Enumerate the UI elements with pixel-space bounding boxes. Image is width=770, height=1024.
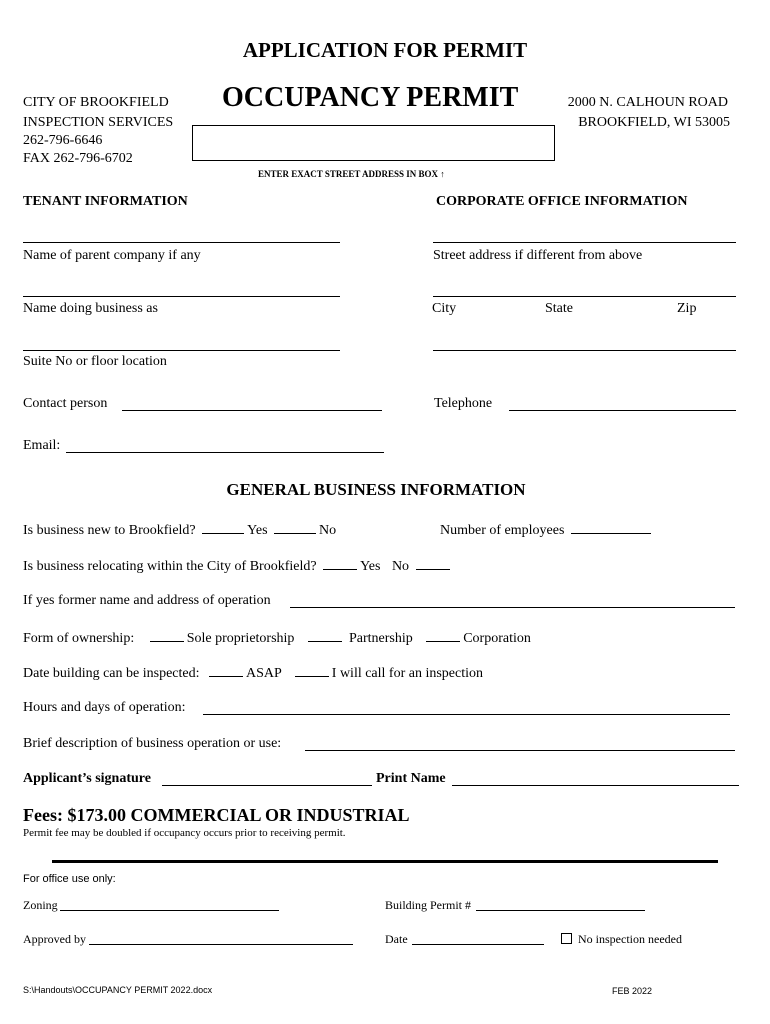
- approved-line[interactable]: [89, 944, 353, 945]
- corp-city-state-zip-line[interactable]: [433, 296, 736, 297]
- office-use-label: For office use only:: [23, 873, 116, 885]
- corp-zip-label: Zip: [677, 301, 697, 316]
- relocating-no-label: No: [391, 559, 410, 574]
- contact-person-label: Contact person: [23, 396, 108, 411]
- office-date-line[interactable]: [412, 944, 544, 945]
- fees-title: Fees: $173.00 COMMERCIAL OR INDUSTRIAL: [23, 805, 410, 825]
- sole-label: Sole proprietorship: [186, 631, 295, 646]
- call-blank[interactable]: [295, 664, 329, 677]
- general-heading: GENERAL BUSINESS INFORMATION: [226, 480, 526, 499]
- signature-line[interactable]: [162, 785, 372, 786]
- brief-description-line[interactable]: [305, 750, 735, 751]
- employees-row: [440, 521, 654, 539]
- building-permit-label: Building Permit #: [385, 898, 472, 912]
- city-name: CITY OF BROOKFIELD: [23, 95, 169, 110]
- hours-line[interactable]: [203, 714, 730, 715]
- department-name: INSPECTION SERVICES: [23, 115, 174, 130]
- revision-date: FEB 2022: [612, 986, 653, 996]
- corp-extra-line[interactable]: [433, 350, 736, 351]
- address-box-hint: ENTER EXACT STREET ADDRESS IN BOX ↑: [258, 169, 445, 179]
- email-label: Email:: [23, 438, 61, 453]
- contact-person-line[interactable]: [122, 410, 382, 411]
- former-line[interactable]: [290, 607, 735, 608]
- file-path: S:\Handouts\OCCUPANCY PERMIT 2022.docx: [23, 985, 213, 995]
- corporate-heading: CORPORATE OFFICE INFORMATION: [436, 194, 688, 209]
- employees-label: Number of employees: [440, 523, 565, 538]
- tenant-heading: TENANT INFORMATION: [23, 194, 188, 209]
- new-yes-label: Yes: [247, 523, 268, 538]
- parent-company-line[interactable]: [23, 242, 340, 243]
- form-subtitle: OCCUPANCY PERMIT: [222, 82, 519, 113]
- building-permit-line[interactable]: [476, 910, 645, 911]
- zoning-label: Zoning: [23, 898, 58, 912]
- street-address-box[interactable]: [192, 125, 555, 161]
- telephone-label: Telephone: [434, 396, 493, 411]
- phone-number: 262-796-6646: [23, 133, 103, 148]
- relocating-no-blank[interactable]: [416, 557, 450, 570]
- corp-street-line[interactable]: [433, 242, 736, 243]
- email-line[interactable]: [66, 452, 384, 453]
- relocating-question: Is business relocating within the City of Brookfield?: [23, 559, 317, 574]
- partnership-blank[interactable]: [308, 629, 342, 642]
- former-label: If yes former name and address of operation: [23, 593, 271, 608]
- asap-label: ASAP: [246, 666, 282, 681]
- relocating-yes-label: Yes: [360, 559, 381, 574]
- corp-state-label: State: [545, 301, 573, 316]
- relocating-yes-blank[interactable]: [323, 557, 357, 570]
- partnership-label: Partnership: [348, 631, 413, 646]
- street-address: 2000 N. CALHOUN ROAD: [567, 95, 728, 110]
- hours-label: Hours and days of operation:: [23, 700, 186, 715]
- approved-label: Approved by: [23, 932, 86, 946]
- city-state-zip: BROOKFIELD, WI 53005: [578, 115, 730, 130]
- office-divider: [52, 860, 718, 863]
- no-inspection-label: No inspection needed: [578, 932, 682, 946]
- suite-label: Suite No or floor location: [23, 354, 167, 369]
- ownership-row: [23, 629, 531, 647]
- fax-number: FAX 262-796-6702: [23, 151, 133, 166]
- inspection-label: Date building can be inspected:: [23, 666, 200, 681]
- sole-blank[interactable]: [150, 629, 184, 642]
- brief-description-label: Brief description of business operation or use:: [23, 736, 282, 751]
- new-business-question: Is business new to Brookfield?: [23, 523, 196, 538]
- signature-label: Applicant’s signature: [23, 771, 151, 786]
- relocating-row: [23, 557, 453, 575]
- corporation-blank[interactable]: [426, 629, 460, 642]
- parent-company-label: Name of parent company if any: [23, 248, 201, 263]
- dba-line[interactable]: [23, 296, 340, 297]
- form-title: APPLICATION FOR PERMIT: [242, 38, 528, 62]
- suite-line[interactable]: [23, 350, 340, 351]
- print-name-line[interactable]: [452, 785, 739, 786]
- call-label: I will call for an inspection: [331, 666, 484, 681]
- new-no-blank[interactable]: [274, 521, 316, 534]
- fees-note: Permit fee may be doubled if occupancy occurs prior to receiving permit.: [23, 827, 346, 839]
- zoning-line[interactable]: [60, 910, 279, 911]
- no-inspection-checkbox[interactable]: [561, 933, 572, 944]
- print-name-label: Print Name: [376, 771, 446, 786]
- employees-blank[interactable]: [571, 521, 651, 534]
- corp-city-label: City: [432, 301, 457, 316]
- corporation-label: Corporation: [463, 631, 531, 646]
- new-no-label: No: [319, 523, 337, 538]
- inspection-row: [23, 664, 483, 682]
- ownership-label: Form of ownership:: [23, 631, 135, 646]
- new-yes-blank[interactable]: [202, 521, 244, 534]
- corp-street-label: Street address if different from above: [433, 248, 643, 263]
- telephone-line[interactable]: [509, 410, 736, 411]
- new-business-row: [23, 521, 336, 539]
- office-date-label: Date: [385, 932, 408, 946]
- dba-label: Name doing business as: [23, 301, 158, 316]
- asap-blank[interactable]: [209, 664, 243, 677]
